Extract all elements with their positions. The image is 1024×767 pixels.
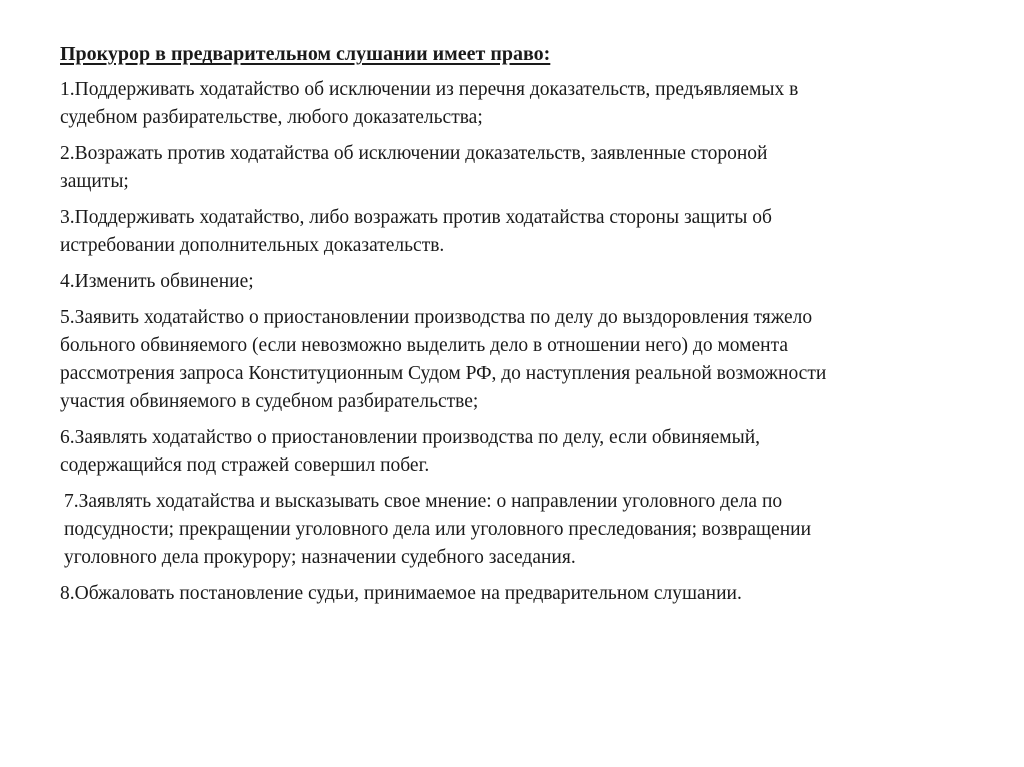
slide-content (60, 40, 980, 616)
list-item-6: 6.Заявлять ходатайство о приостановлении производства по делу, если обвиняемый, содержащийся под стражей совершил побег. (60, 427, 761, 476)
list-item-7: 7.Заявлять ходатайства и высказывать свое мнение: о направлении уголовного дела по подсудности; прекращении уголовного дела или уголовного преследования; возвращении уголовного дела прокурору; назначении судебного заседания. (64, 491, 812, 568)
slide-title: Прокурор в предварительном слушании имеет право: (60, 43, 551, 65)
list-item-5: 5.Заявить ходатайство о приостановлении производства по делу до выздоровления тяжело больного обвиняемого (если невозможно выделить дело в отношении него) до момента рассмотрения запроса Конституционным Судом РФ, до наступления реальной возможности участия обвиняемого в судебном разбирательстве; (60, 307, 827, 412)
list-item-1: 1.Поддерживать ходатайство об исключении из перечня доказательств, предъявляемых в судебном разбирательстве, любого доказательства; (60, 79, 799, 128)
list-item-8: 8.Обжаловать постановление судьи, принимаемое на предварительном слушании. (60, 583, 742, 604)
list-item-2: 2.Возражать против ходатайства об исключении доказательств, заявленные стороной защиты; (60, 143, 768, 192)
list-item-4: 4.Изменить обвинение; (60, 271, 254, 292)
list-item-3: 3.Поддерживать ходатайство, либо возражать против ходатайства стороны защиты об истребовании дополнительных доказательств. (60, 207, 772, 256)
